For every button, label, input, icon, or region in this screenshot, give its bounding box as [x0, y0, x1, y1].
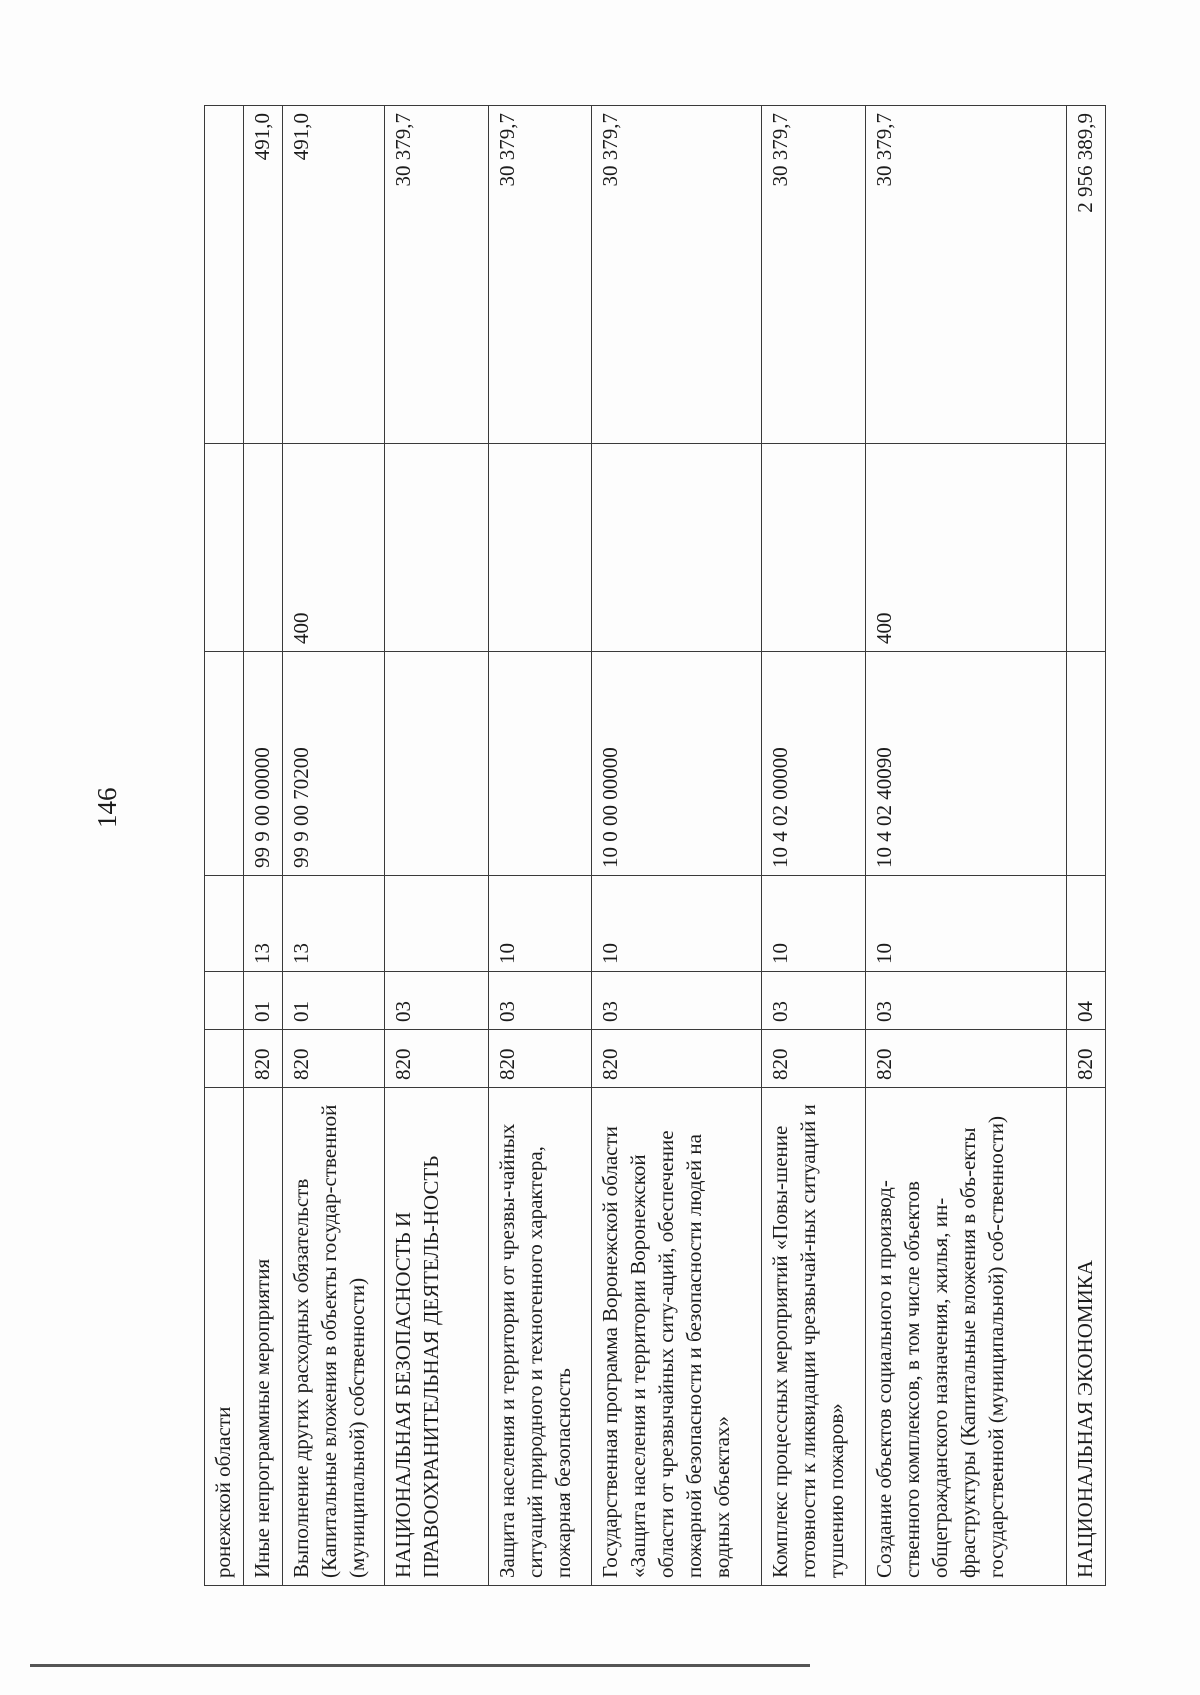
budget-table [204, 105, 1106, 1586]
row-name: ронежской области [205, 1088, 244, 1586]
row-ved: 820 [865, 1030, 1066, 1088]
row-rz: 01 [283, 972, 385, 1030]
row-csr [488, 652, 592, 876]
row-pr [384, 876, 488, 972]
row-ved: 820 [283, 1030, 385, 1088]
row-name: Создание объектов социального и производ-ственного комплексов, в том числе объектов общегражданского назначения, жилья, ин-фраструктуры (Капитальные вложения в объ-екты государственной (муниципальной) соб-ственности) [865, 1088, 1066, 1586]
table-row [761, 106, 865, 1586]
row-csr [384, 652, 488, 876]
row-rz: 03 [761, 972, 865, 1030]
row-sum: 30 379,7 [592, 106, 761, 444]
row-name: Иные непрограммные мероприятия [244, 1088, 283, 1586]
table-row [488, 106, 592, 1586]
row-vr [384, 444, 488, 652]
row-sum: 491,0 [283, 106, 385, 444]
row-sum: 2 956 389,9 [1066, 106, 1105, 444]
row-rz: 03 [865, 972, 1066, 1030]
row-ved: 820 [384, 1030, 488, 1088]
row-csr [1066, 652, 1105, 876]
row-csr: 10 4 02 40090 [865, 652, 1066, 876]
row-pr: 13 [244, 876, 283, 972]
row-name: Государственная программа Воронежской области «Защита населения и территории Воронежской области от чрезвычайных ситу-аций, обеспечение пожарной безопасности и безопасности людей на водных объектах» [592, 1088, 761, 1586]
row-rz: 01 [244, 972, 283, 1030]
row-ved: 820 [244, 1030, 283, 1088]
row-ved: 820 [592, 1030, 761, 1088]
row-name: Выполнение других расходных обязательств (Капитальные вложения в объекты государ-ственной (муниципальной) собственности) [283, 1088, 385, 1586]
row-csr: 10 0 00 00000 [592, 652, 761, 876]
row-rz: 03 [384, 972, 488, 1030]
row-sum: 30 379,7 [488, 106, 592, 444]
table-row [865, 106, 1066, 1586]
row-pr: 10 [865, 876, 1066, 972]
row-ved: 820 [761, 1030, 865, 1088]
table-row [205, 106, 244, 1586]
row-pr [205, 876, 244, 972]
row-csr: 99 9 00 70200 [283, 652, 385, 876]
row-ved [205, 1030, 244, 1088]
row-vr: 400 [283, 444, 385, 652]
row-csr: 99 9 00 00000 [244, 652, 283, 876]
page-number: 146 [92, 787, 122, 828]
row-rz: 03 [592, 972, 761, 1030]
row-vr [244, 444, 283, 652]
table-row [1066, 106, 1105, 1586]
row-vr: 400 [865, 444, 1066, 652]
row-name: Защита населения и территории от чрезвы-чайных ситуаций природного и техногенного характера, пожарная безопасность [488, 1088, 592, 1586]
row-pr: 10 [761, 876, 865, 972]
row-ved: 820 [1066, 1030, 1105, 1088]
row-pr: 13 [283, 876, 385, 972]
row-rz: 04 [1066, 972, 1105, 1030]
row-name: Комплекс процессных мероприятий «Повы-шение готовности к ликвидации чрезвычай-ных ситуаций и тушению пожаров» [761, 1088, 865, 1586]
row-pr: 10 [488, 876, 592, 972]
row-csr: 10 4 02 00000 [761, 652, 865, 876]
row-rz [205, 972, 244, 1030]
row-vr [1066, 444, 1105, 652]
row-sum: 30 379,7 [384, 106, 488, 444]
row-sum [205, 106, 244, 444]
row-name: НАЦИОНАЛЬНАЯ БЕЗОПАСНОСТЬ И ПРАВООХРАНИТЕЛЬНАЯ ДЕЯТЕЛЬ-НОСТЬ [384, 1088, 488, 1586]
table-row [283, 106, 385, 1586]
row-pr: 10 [592, 876, 761, 972]
table-row [592, 106, 761, 1586]
row-vr [205, 444, 244, 652]
row-vr [761, 444, 865, 652]
row-csr [205, 652, 244, 876]
table-row [244, 106, 283, 1586]
row-pr [1066, 876, 1105, 972]
row-rz: 03 [488, 972, 592, 1030]
row-vr [592, 444, 761, 652]
rotated-table-wrapper [204, 106, 1106, 1586]
row-sum: 491,0 [244, 106, 283, 444]
row-name: НАЦИОНАЛЬНАЯ ЭКОНОМИКА [1066, 1088, 1105, 1586]
row-sum: 30 379,7 [761, 106, 865, 444]
page-edge-divider [30, 1664, 810, 1667]
row-sum: 30 379,7 [865, 106, 1066, 444]
table-row [384, 106, 488, 1586]
row-vr [488, 444, 592, 652]
row-ved: 820 [488, 1030, 592, 1088]
